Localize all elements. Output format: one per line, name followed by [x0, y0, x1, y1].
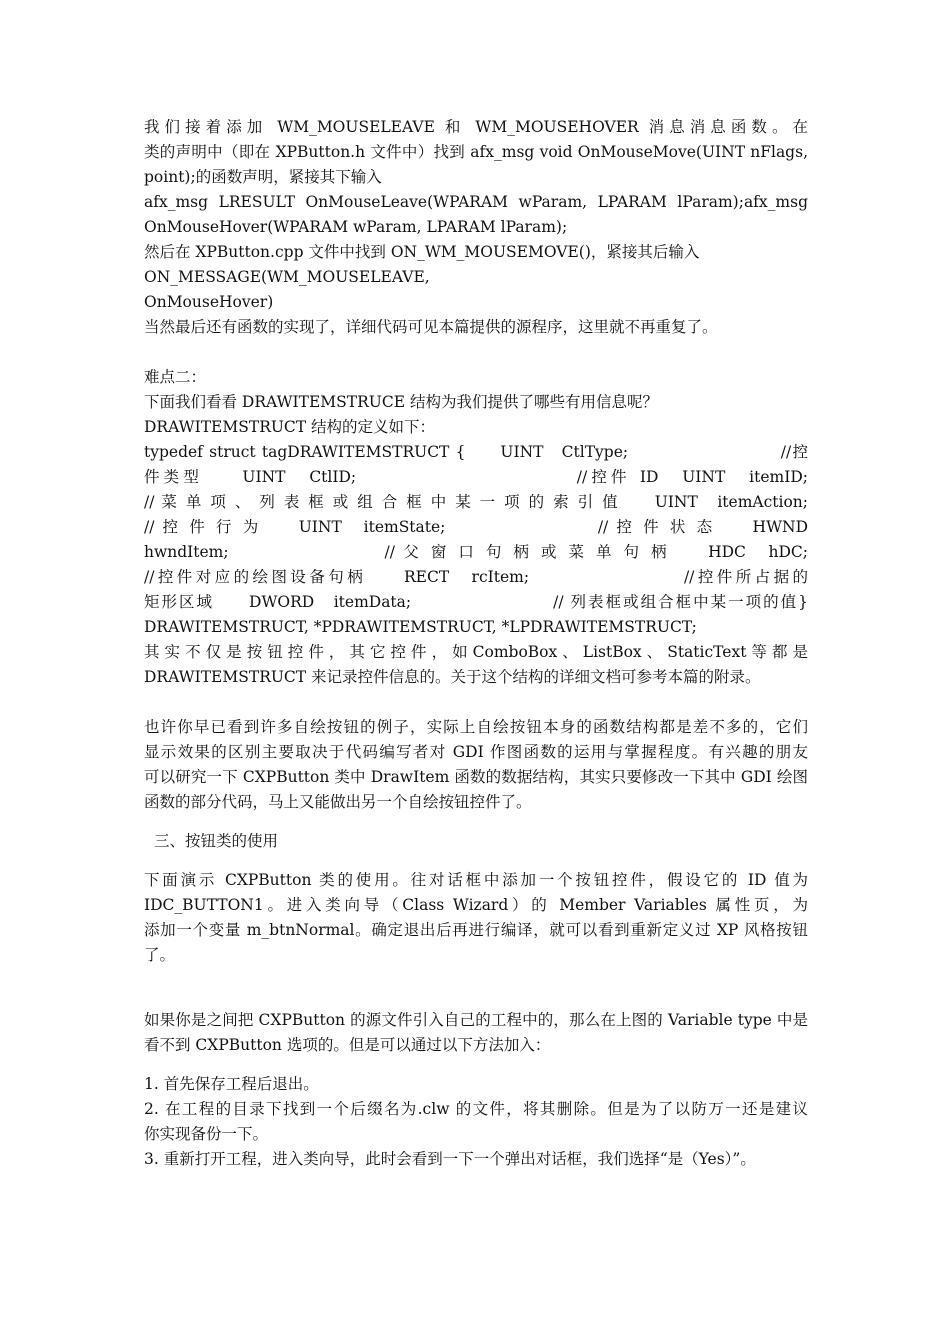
text-line: 下面我们看看 DRAWITEMSTRUCE 结构为我们提供了哪些有用信息呢？ [144, 393, 658, 411]
list-item: 3. 重新打开工程，进入类向导，此时会看到一下一个弹出对话框，我们选择“是（Yes）”。 [144, 1150, 756, 1168]
text-line: 件类型 UINT CtlID; //控件 ID UINT itemID; [144, 468, 808, 486]
text-line: OnMouseHover) [144, 293, 274, 311]
paragraph-gap [144, 968, 808, 1008]
text-line: DRAWITEMSTRUCT 来记录控件信息的。关于这个结构的详细文档可参考本篇的附录。 [144, 668, 761, 686]
text-line: DRAWITEMSTRUCT 结构的定义如下： [144, 418, 436, 436]
text-line: hwndItem; // 父 窗 口 句 柄 或 菜 单 句 柄 HDC hDC; [144, 543, 808, 561]
document-body [144, 115, 808, 1172]
paragraph-gap [144, 815, 808, 829]
text-line: 下面演示 CXPButton 类的使用。往对话框中添加一个按钮控件，假设它的 ID 值为 [144, 871, 808, 889]
text-line: 函数的部分代码，马上又能做出另一个自绘按钮控件了。 [144, 793, 532, 811]
text-line: 当然最后还有函数的实现了，详细代码可见本篇提供的源程序，这里就不再重复了。 [144, 318, 718, 336]
section-heading: 三、按钮类的使用 [154, 832, 279, 850]
text-line: 矩形区域 DWORD itemData; // 列表框或组合框中某一项的值} [144, 593, 808, 611]
paragraph-gap [144, 340, 808, 365]
list-item: 1. 首先保存工程后退出。 [144, 1075, 319, 1093]
text-line: 显示效果的区别主要取决于代码编写者对 GDI 作图函数的运用与掌握程度。有兴趣的朋友 [144, 743, 808, 761]
text-line: 也许你早已看到许多自绘按钮的例子，实际上自绘按钮本身的函数结构都是差不多的，它们 [144, 718, 808, 736]
text-line: 如果你是之间把 CXPButton 的源文件引入自己的工程中的，那么在上图的 Variable type 中是 [144, 1011, 808, 1029]
paragraph-variable-type [144, 1008, 808, 1058]
text-line: 我们接着添加 WM_MOUSELEAVE 和 WM_MOUSEHOVER 消息消息函数。在 [144, 118, 808, 136]
text-line: IDC_BUTTON1。进入类向导（Class Wizard）的 Member Variables 属性页，为 [144, 896, 808, 914]
text-line: DRAWITEMSTRUCT, *PDRAWITEMSTRUCT, *LPDRAWITEMSTRUCT; [144, 618, 697, 636]
text-line: typedef struct tagDRAWITEMSTRUCT { UINT CtlType; //控 [144, 443, 808, 461]
paragraph-drawitemstruct [144, 365, 808, 690]
paragraph-mouse-messages [144, 115, 808, 340]
paragraph-gap [144, 854, 808, 868]
paragraph-gap [144, 1058, 808, 1072]
text-line: 类的声明中（即在 XPButton.h 文件中）找到 afx_msg void OnMouseMove(UINT nFlags, [144, 143, 808, 161]
paragraph-usage [144, 868, 808, 968]
text-line: // 控 件 行 为 UINT itemState; // 控 件 状 态 HWND [144, 518, 808, 536]
text-line: // 菜 单 项 、 列 表 框 或 组 合 框 中 某 一 项 的 索 引 值 UINT itemAction; [144, 493, 808, 511]
text-line: //控件对应的绘图设备句柄 RECT rcItem; //控件所占据的 [144, 568, 808, 586]
paragraph-custom-draw [144, 715, 808, 815]
paragraph-gap [144, 690, 808, 715]
text-line: 难点二： [144, 368, 207, 386]
text-line: ON_MESSAGE(WM_MOUSELEAVE, [144, 268, 430, 286]
list-item: 你实现备份一下。 [144, 1125, 269, 1143]
text-line: 然后在 XPButton.cpp 文件中找到 ON_WM_MOUSEMOVE()，紧接其后输入 [144, 243, 700, 261]
text-line: 其 实 不 仅 是 按 钮 控 件 ， 其 它 控 件 ， 如 ComboBox 、 ListBox 、 StaticText 等 都 是 [144, 643, 808, 661]
text-line: afx_msg LRESULT OnMouseLeave(WPARAM wParam, LPARAM lParam);afx_msg [144, 193, 808, 211]
list-item: 2. 在工程的目录下找到一个后缀名为.clw 的文件，将其删除。但是为了以防万一还是建议 [144, 1100, 808, 1118]
text-line: point);的函数声明，紧接其下输入 [144, 168, 382, 186]
text-line: 看不到 CXPButton 选项的。但是可以通过以下方法加入： [144, 1036, 551, 1054]
text-line: 添加一个变量 m_btnNormal。确定退出后再进行编译，就可以看到重新定义过 XP 风格按钮 [144, 921, 808, 939]
text-line: OnMouseHover(WPARAM wParam, LPARAM lParam); [144, 218, 568, 236]
numbered-steps [144, 1072, 808, 1172]
text-line: 了。 [144, 946, 176, 964]
text-line: 可以研究一下 CXPButton 类中 DrawItem 函数的数据结构，其实只要修改一下其中 GDI 绘图 [144, 768, 808, 786]
